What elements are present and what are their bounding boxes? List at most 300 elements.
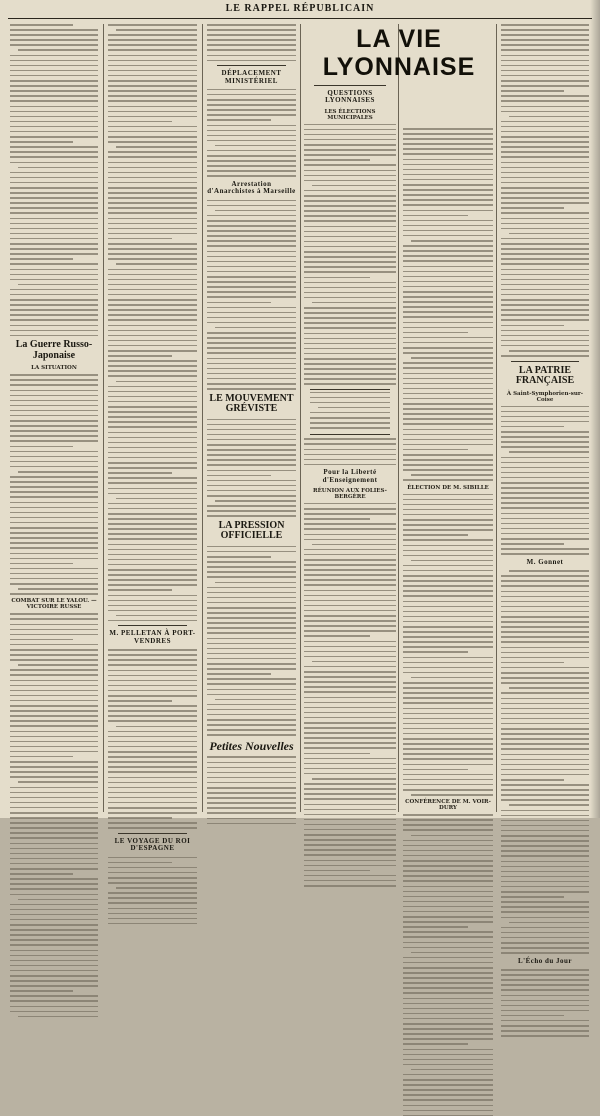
- text-line: [10, 751, 98, 753]
- text-line: [403, 565, 493, 567]
- text-line: [304, 569, 396, 571]
- text-line: [207, 510, 296, 512]
- text-line: [304, 630, 396, 632]
- text-line: [207, 55, 296, 57]
- text-line: [108, 700, 172, 702]
- text-line: [10, 965, 98, 967]
- body-text-block: [304, 124, 396, 385]
- text-line: [10, 90, 98, 92]
- text-line: [310, 422, 390, 424]
- text-line: [304, 348, 396, 350]
- text-line: [403, 1028, 493, 1030]
- text-line: [207, 704, 296, 706]
- text-line: [207, 261, 296, 263]
- text-line: [10, 151, 98, 153]
- text-line: [207, 307, 296, 309]
- text-line: [207, 312, 296, 314]
- text-line: [10, 980, 98, 982]
- text-line: [207, 135, 296, 137]
- text-line: [403, 845, 493, 847]
- text-line: [304, 564, 396, 566]
- text-line: [403, 1033, 493, 1035]
- text-line: [108, 284, 197, 286]
- text-line: [10, 192, 98, 194]
- text-line: [108, 39, 197, 41]
- column-rule: [202, 24, 203, 812]
- text-line: [10, 420, 98, 422]
- text-line: [501, 446, 589, 448]
- text-line: [108, 554, 197, 556]
- text-line: [501, 927, 589, 929]
- text-line: [501, 820, 589, 822]
- text-line: [403, 555, 493, 557]
- text-line: [501, 212, 589, 214]
- text-line: [207, 114, 296, 116]
- text-line: [304, 854, 396, 856]
- text-line: [509, 687, 589, 689]
- separator: [118, 833, 187, 834]
- text-line: [304, 880, 396, 882]
- text-line: [403, 850, 493, 852]
- text-line: [304, 368, 396, 370]
- text-line: [304, 686, 396, 688]
- text-line: [10, 904, 98, 906]
- text-line: [108, 223, 197, 225]
- text-line: [10, 319, 98, 321]
- text-line: [304, 860, 396, 862]
- text-line: [403, 1074, 493, 1076]
- text-line: [403, 901, 493, 903]
- text-line: [207, 60, 296, 62]
- text-line: [108, 792, 197, 794]
- text-line: [207, 29, 296, 31]
- text-line: [10, 802, 98, 804]
- text-line: [207, 155, 296, 157]
- text-line: [304, 579, 396, 581]
- text-line: [108, 680, 197, 682]
- text-line: [108, 882, 197, 884]
- text-line: [108, 24, 197, 26]
- text-line: [403, 128, 493, 130]
- text-line: [501, 279, 589, 281]
- text-line: [501, 657, 589, 659]
- text-line: [403, 1059, 493, 1061]
- headline-guerre: La Guerre Russo-Japonaise: [15, 339, 93, 361]
- subheadline-situation: LA SITUATION: [31, 365, 77, 372]
- text-line: [10, 909, 98, 911]
- text-line: [108, 523, 197, 525]
- text-line: [10, 542, 98, 544]
- text-line: [207, 165, 296, 167]
- text-line: [403, 865, 493, 867]
- text-line: [501, 299, 589, 301]
- text-line: [501, 497, 589, 499]
- text-line: [108, 111, 197, 113]
- text-line: [207, 44, 296, 46]
- text-line: [304, 358, 396, 360]
- text-line: [108, 401, 197, 403]
- text-line: [501, 202, 589, 204]
- separator: [511, 361, 579, 362]
- text-line: [403, 992, 493, 994]
- text-line: [501, 477, 589, 479]
- text-line: [304, 834, 396, 836]
- text-line: [10, 384, 98, 386]
- text-line: [304, 251, 396, 253]
- text-line: [108, 49, 197, 51]
- text-line: [108, 897, 197, 899]
- text-line: [10, 243, 98, 245]
- text-line: [207, 673, 271, 675]
- text-line: [108, 923, 197, 925]
- text-line: [501, 995, 589, 997]
- text-line: [403, 1099, 493, 1101]
- text-line: [403, 332, 468, 334]
- text-line: [411, 357, 493, 359]
- text-line: [10, 1006, 98, 1008]
- text-line: [501, 60, 589, 62]
- text-line: [108, 330, 197, 332]
- text-line: [304, 164, 396, 166]
- text-line: [501, 162, 589, 164]
- column-1: [10, 24, 98, 814]
- text-line: [403, 972, 493, 974]
- text-line: [403, 728, 493, 730]
- text-line: [10, 848, 98, 850]
- text-line: [10, 710, 98, 712]
- text-line: [304, 559, 396, 561]
- text-line: [501, 845, 589, 847]
- text-line: [108, 416, 197, 418]
- text-line: [10, 883, 98, 885]
- body-text-block: [10, 374, 98, 595]
- text-line: [108, 70, 197, 72]
- text-line: [10, 593, 98, 595]
- text-line: [10, 512, 98, 514]
- text-line: [10, 522, 98, 524]
- text-line: [10, 335, 98, 337]
- text-line: [108, 228, 197, 230]
- text-line: [10, 207, 98, 209]
- text-line: [403, 179, 493, 181]
- text-line: [304, 139, 396, 141]
- text-line: [304, 513, 396, 515]
- text-line: [509, 922, 589, 924]
- text-line: [10, 233, 98, 235]
- text-line: [108, 360, 197, 362]
- text-line: [501, 974, 589, 976]
- text-line: [108, 432, 197, 434]
- text-line: [108, 289, 197, 291]
- text-line: [108, 605, 197, 607]
- text-line: [501, 492, 589, 494]
- text-line: [501, 621, 589, 623]
- text-line: [403, 398, 493, 400]
- text-line: [403, 672, 493, 674]
- text-line: [501, 228, 589, 230]
- text-line: [304, 129, 396, 131]
- text-line: [18, 899, 98, 901]
- text-line: [207, 388, 296, 390]
- text-line: [108, 182, 197, 184]
- text-line: [10, 400, 98, 402]
- text-line: [501, 467, 589, 469]
- text-line: [403, 611, 493, 613]
- text-line: [403, 601, 493, 603]
- text-line: [501, 743, 589, 745]
- text-line: [207, 235, 296, 237]
- text-line: [207, 762, 296, 764]
- text-line: [108, 549, 197, 551]
- text-line: [207, 622, 296, 624]
- text-line: [501, 325, 564, 327]
- text-line: [10, 827, 98, 829]
- separator: [217, 65, 286, 66]
- text-line: [403, 316, 493, 318]
- text-line: [10, 197, 98, 199]
- text-line: [403, 169, 493, 171]
- text-line: [10, 756, 73, 758]
- text-line: [10, 330, 98, 332]
- text-line: [403, 595, 493, 597]
- text-line: [403, 1049, 493, 1051]
- text-line: [501, 421, 589, 423]
- text-line: [403, 824, 493, 826]
- text-line: [207, 627, 296, 629]
- text-line: [108, 172, 197, 174]
- text-line: [403, 789, 493, 791]
- text-line: [10, 39, 98, 41]
- text-line: [501, 406, 589, 408]
- text-line: [207, 352, 296, 354]
- text-line: [304, 697, 396, 699]
- text-line: [108, 309, 197, 311]
- text-line: [501, 457, 589, 459]
- text-line: [509, 570, 589, 572]
- text-line: [108, 600, 197, 602]
- text-line: [215, 327, 296, 329]
- text-line: [116, 263, 197, 265]
- text-line: [501, 708, 589, 710]
- text-line: [108, 817, 172, 819]
- text-line: [207, 643, 296, 645]
- text-line: [403, 245, 493, 247]
- separator: [314, 85, 386, 86]
- text-line: [304, 534, 396, 536]
- text-line: [10, 253, 98, 255]
- text-line: [310, 417, 390, 419]
- text-line: [304, 246, 396, 248]
- column-3: [207, 24, 296, 814]
- text-line: [10, 680, 98, 682]
- text-line: [501, 984, 589, 986]
- text-line: [403, 738, 493, 740]
- text-line: [304, 149, 396, 151]
- text-line: [501, 759, 589, 761]
- text-line: [304, 449, 396, 451]
- text-line: [10, 761, 98, 763]
- text-line: [501, 258, 589, 260]
- text-line: [509, 116, 589, 118]
- text-line: [10, 563, 73, 565]
- text-line: [501, 507, 589, 509]
- text-line: [116, 726, 197, 728]
- text-line: [207, 777, 296, 779]
- text-line: [403, 184, 493, 186]
- text-line: [312, 661, 396, 663]
- text-line: [207, 602, 296, 604]
- text-line: [304, 175, 396, 177]
- text-line: [207, 383, 296, 385]
- text-line: [207, 592, 296, 594]
- text-line: [403, 580, 493, 582]
- text-line: [207, 571, 296, 573]
- headline-patrie-francaise: LA PATRIE FRANÇAISE: [515, 364, 575, 387]
- text-line: [10, 817, 98, 819]
- text-line: [403, 626, 493, 628]
- body-text-block: [207, 756, 296, 824]
- text-line: [108, 477, 197, 479]
- body-text-block: [108, 649, 197, 829]
- text-line: [10, 1000, 98, 1002]
- text-line: [108, 564, 197, 566]
- text-line: [312, 544, 396, 546]
- text-line: [509, 451, 589, 453]
- text-line: [304, 590, 396, 592]
- text-line: [411, 560, 493, 562]
- text-line: [501, 979, 589, 981]
- text-line: [501, 789, 589, 791]
- headline-greviste: LE MOUVEMENT GRÉVISTE: [209, 392, 294, 415]
- text-line: [10, 182, 98, 184]
- text-line: [207, 240, 296, 242]
- text-line: [509, 804, 589, 806]
- text-line: [108, 746, 197, 748]
- text-line: [403, 220, 493, 222]
- text-line: [108, 202, 197, 204]
- text-line: [304, 768, 396, 770]
- text-line: [501, 754, 589, 756]
- text-line: [10, 654, 98, 656]
- text-line: [501, 692, 589, 694]
- text-line: [207, 230, 296, 232]
- text-line: [10, 578, 98, 580]
- text-line: [10, 843, 98, 845]
- text-line: [207, 597, 296, 599]
- text-line: [501, 284, 589, 286]
- text-line: [501, 548, 589, 550]
- text-line: [108, 340, 197, 342]
- text-line: [10, 878, 98, 880]
- text-line: [10, 218, 98, 220]
- text-line: [403, 667, 493, 669]
- text-line: [108, 488, 197, 490]
- text-line: [207, 378, 296, 380]
- text-line: [207, 729, 296, 731]
- text-line: [304, 200, 396, 202]
- text-line: [10, 177, 98, 179]
- body-text-block: [108, 857, 197, 925]
- text-line: [501, 538, 589, 540]
- text-line: [207, 823, 296, 825]
- text-line: [207, 678, 296, 680]
- text-line: [10, 990, 73, 992]
- column-6: [501, 24, 589, 965]
- text-line: [10, 466, 98, 468]
- text-line: [501, 513, 589, 515]
- text-line: [304, 646, 396, 648]
- text-line: [108, 493, 197, 495]
- text-line: [108, 243, 197, 245]
- text-line: [108, 715, 197, 717]
- text-line: [501, 436, 589, 438]
- text-line: [304, 737, 396, 739]
- text-line: [403, 753, 493, 755]
- text-line: [403, 378, 493, 380]
- text-line: [10, 649, 98, 651]
- text-line: [108, 156, 197, 158]
- text-line: [501, 616, 589, 618]
- column-5: [403, 128, 493, 814]
- text-line: [304, 266, 396, 268]
- text-line: [304, 635, 370, 637]
- text-line: [207, 276, 296, 278]
- text-line: [403, 947, 493, 949]
- text-line: [108, 513, 197, 515]
- text-line: [207, 782, 296, 784]
- text-line: [10, 410, 98, 412]
- text-line: [10, 116, 98, 118]
- text-line: [10, 100, 98, 102]
- text-line: [501, 626, 589, 628]
- text-line: [403, 758, 493, 760]
- text-line: [304, 819, 396, 821]
- text-line: [304, 508, 396, 510]
- text-line: [501, 591, 589, 593]
- text-line: [501, 835, 589, 837]
- headline-gonnet: M. Gonnet: [526, 557, 564, 566]
- text-line: [304, 804, 396, 806]
- text-line: [501, 100, 589, 102]
- text-line: [207, 99, 296, 101]
- text-line: [10, 29, 98, 31]
- text-line: [207, 215, 296, 217]
- text-line: [403, 413, 493, 415]
- text-line: [10, 136, 98, 138]
- text-line: [108, 533, 197, 535]
- text-line: [501, 911, 589, 913]
- text-line: [501, 29, 589, 31]
- text-line: [403, 235, 493, 237]
- text-line: [403, 936, 493, 938]
- text-line: [411, 794, 493, 796]
- text-line: [10, 690, 98, 692]
- text-line: [403, 1094, 493, 1096]
- text-line: [108, 777, 197, 779]
- text-line: [10, 624, 98, 626]
- text-line: [501, 896, 564, 898]
- text-line: [108, 503, 197, 505]
- text-line: [10, 44, 98, 46]
- text-line: [10, 156, 98, 158]
- text-line: [10, 146, 98, 148]
- text-line: [501, 426, 564, 428]
- text-line: [304, 343, 396, 345]
- text-line: [501, 647, 589, 649]
- text-line: [304, 595, 396, 597]
- text-line: [10, 325, 98, 327]
- text-line: [403, 408, 493, 410]
